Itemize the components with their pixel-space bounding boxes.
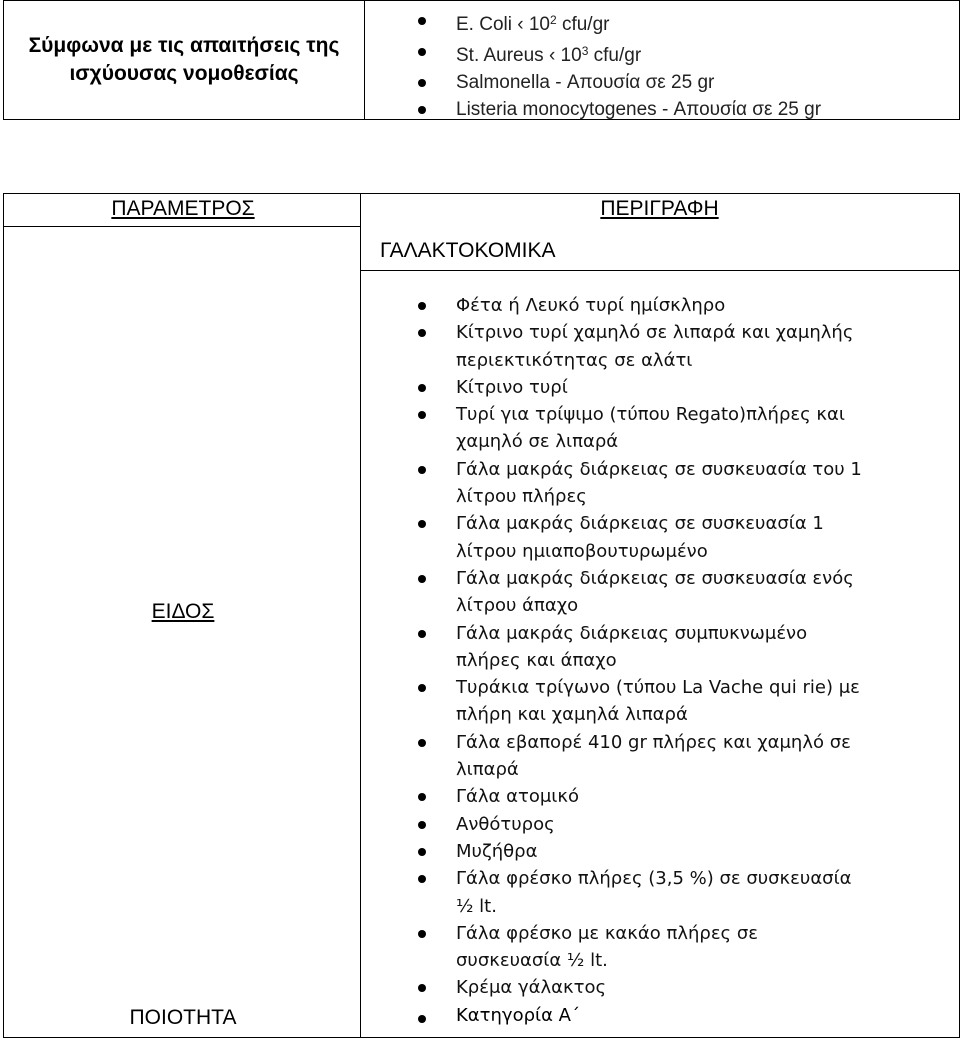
product-item-label: Γάλα μακράς διάρκειας σε συσκευασία 1 λίτρου ημιαποβουτυρωμένο bbox=[456, 513, 824, 562]
product-item-label: Γάλα φρέσκο πλήρες (3,5 %) σε συσκευασία ½ lt. bbox=[456, 868, 852, 917]
product-item-label: Κίτρινο τυρί bbox=[456, 376, 568, 398]
product-item bbox=[418, 838, 956, 865]
requirements-label: Σύμφωνα με τις απαιτήσεις της ισχύουσας νομοθεσίας bbox=[28, 34, 340, 85]
product-item bbox=[418, 401, 956, 456]
bullet-icon bbox=[418, 739, 426, 747]
product-item bbox=[418, 865, 956, 920]
product-item-label: Γάλα μακράς διάρκειας συμπυκνωμένο πλήρες και άπαχο bbox=[456, 622, 808, 671]
quality-item bbox=[418, 1005, 580, 1026]
poiotita-label: ΠΟΙΟΤΗΤΑ bbox=[129, 1006, 237, 1029]
bullet-icon bbox=[418, 106, 426, 114]
bullet-icon bbox=[418, 848, 426, 856]
product-item-label: Κρέμα γάλακτος bbox=[456, 977, 607, 999]
product-item bbox=[418, 974, 956, 1001]
product-item-label: Τυρί για τρίψιμο (τύπου Regato)πλήρες και χαμηλό σε λιπαρά bbox=[456, 404, 845, 453]
requirement-item: E. Coli ‹ $10^2$ cfu/gr bbox=[418, 7, 821, 38]
bullet-icon bbox=[418, 17, 426, 25]
bullet-icon bbox=[418, 79, 426, 87]
product-item-label: Γάλα εβαπορέ 410 gr πλήρες και χαμηλό σε λιπαρά bbox=[456, 731, 851, 781]
bullet-icon bbox=[418, 302, 426, 310]
bullet-icon bbox=[418, 575, 426, 583]
requirement-item: Listeria monocytogenes - Απουσία σε 25 gr bbox=[418, 96, 821, 123]
bullet-icon bbox=[418, 684, 426, 692]
product-item-label: Τυράκια τρίγωνο (τύπου La Vache qui rie) με πλήρη και χαμηλά λιπαρά bbox=[456, 677, 860, 726]
bullet-icon bbox=[418, 48, 426, 56]
spec-header-divider-right bbox=[360, 270, 960, 271]
requirement-item: St. Aureus ‹ $10^3$ cfu/gr bbox=[418, 38, 821, 69]
product-item bbox=[418, 920, 956, 975]
group-title: ΓΑΛΑΚΤΟΚΟΜΙΚΑ bbox=[380, 239, 556, 262]
bullet-icon bbox=[418, 875, 426, 883]
requirements-divider bbox=[364, 0, 365, 120]
bullet-icon bbox=[418, 793, 426, 801]
bullet-icon bbox=[418, 520, 426, 528]
product-item bbox=[418, 510, 956, 565]
product-item-label: Γάλα μακράς διάρκειας σε συσκευασία ενός λίτρου άπαχο bbox=[456, 567, 854, 617]
bullet-icon bbox=[418, 984, 426, 992]
quality-item-label: Κατηγορία Α΄ bbox=[456, 1005, 580, 1026]
desc-header: ΠΕΡΙΓΡΑΦΗ bbox=[600, 197, 719, 220]
product-item-label: Φέτα ή Λευκό τυρί ημίσκληρο bbox=[456, 295, 726, 316]
product-item bbox=[418, 374, 956, 401]
spec-column-divider bbox=[360, 193, 361, 1038]
bullet-icon bbox=[418, 821, 426, 829]
product-item bbox=[418, 729, 956, 784]
requirements-list bbox=[418, 7, 821, 123]
bullet-icon bbox=[418, 411, 426, 419]
param-header: ΠΑΡΑΜΕΤΡΟΣ bbox=[111, 197, 255, 220]
bullet-icon bbox=[418, 630, 426, 638]
product-item bbox=[418, 811, 956, 838]
product-item-label: Γάλα φρέσκο με κακάο πλήρες σε συσκευασία ½ lt. bbox=[456, 922, 758, 972]
spec-header-divider-left bbox=[3, 226, 360, 227]
product-item bbox=[418, 292, 956, 319]
product-list bbox=[418, 292, 956, 1002]
eidos-label: ΕΙΔΟΣ bbox=[151, 600, 215, 623]
product-item bbox=[418, 456, 956, 511]
bullet-icon bbox=[418, 1015, 426, 1023]
product-item bbox=[418, 319, 956, 374]
bullet-icon bbox=[418, 930, 426, 938]
product-item bbox=[418, 783, 956, 810]
bullet-icon bbox=[418, 466, 426, 474]
product-item-label: Γάλα μακράς διάρκειας σε συσκευασία του 1 λίτρου πλήρες bbox=[456, 458, 862, 508]
product-item-label: Μυζήθρα bbox=[456, 840, 538, 862]
bullet-icon bbox=[418, 384, 426, 392]
product-item bbox=[418, 565, 956, 620]
product-item-label: Κίτρινο τυρί χαμηλό σε λιπαρά και χαμηλής περιεκτικότητας σε αλάτι bbox=[456, 322, 854, 371]
product-item bbox=[418, 620, 956, 675]
product-item-label: Ανθότυρος bbox=[456, 813, 555, 835]
product-item bbox=[418, 674, 956, 729]
bullet-icon bbox=[418, 329, 426, 337]
product-item-label: Γάλα ατομικό bbox=[456, 786, 580, 808]
requirement-item: Salmonella - Απουσία σε 25 gr bbox=[418, 69, 821, 96]
